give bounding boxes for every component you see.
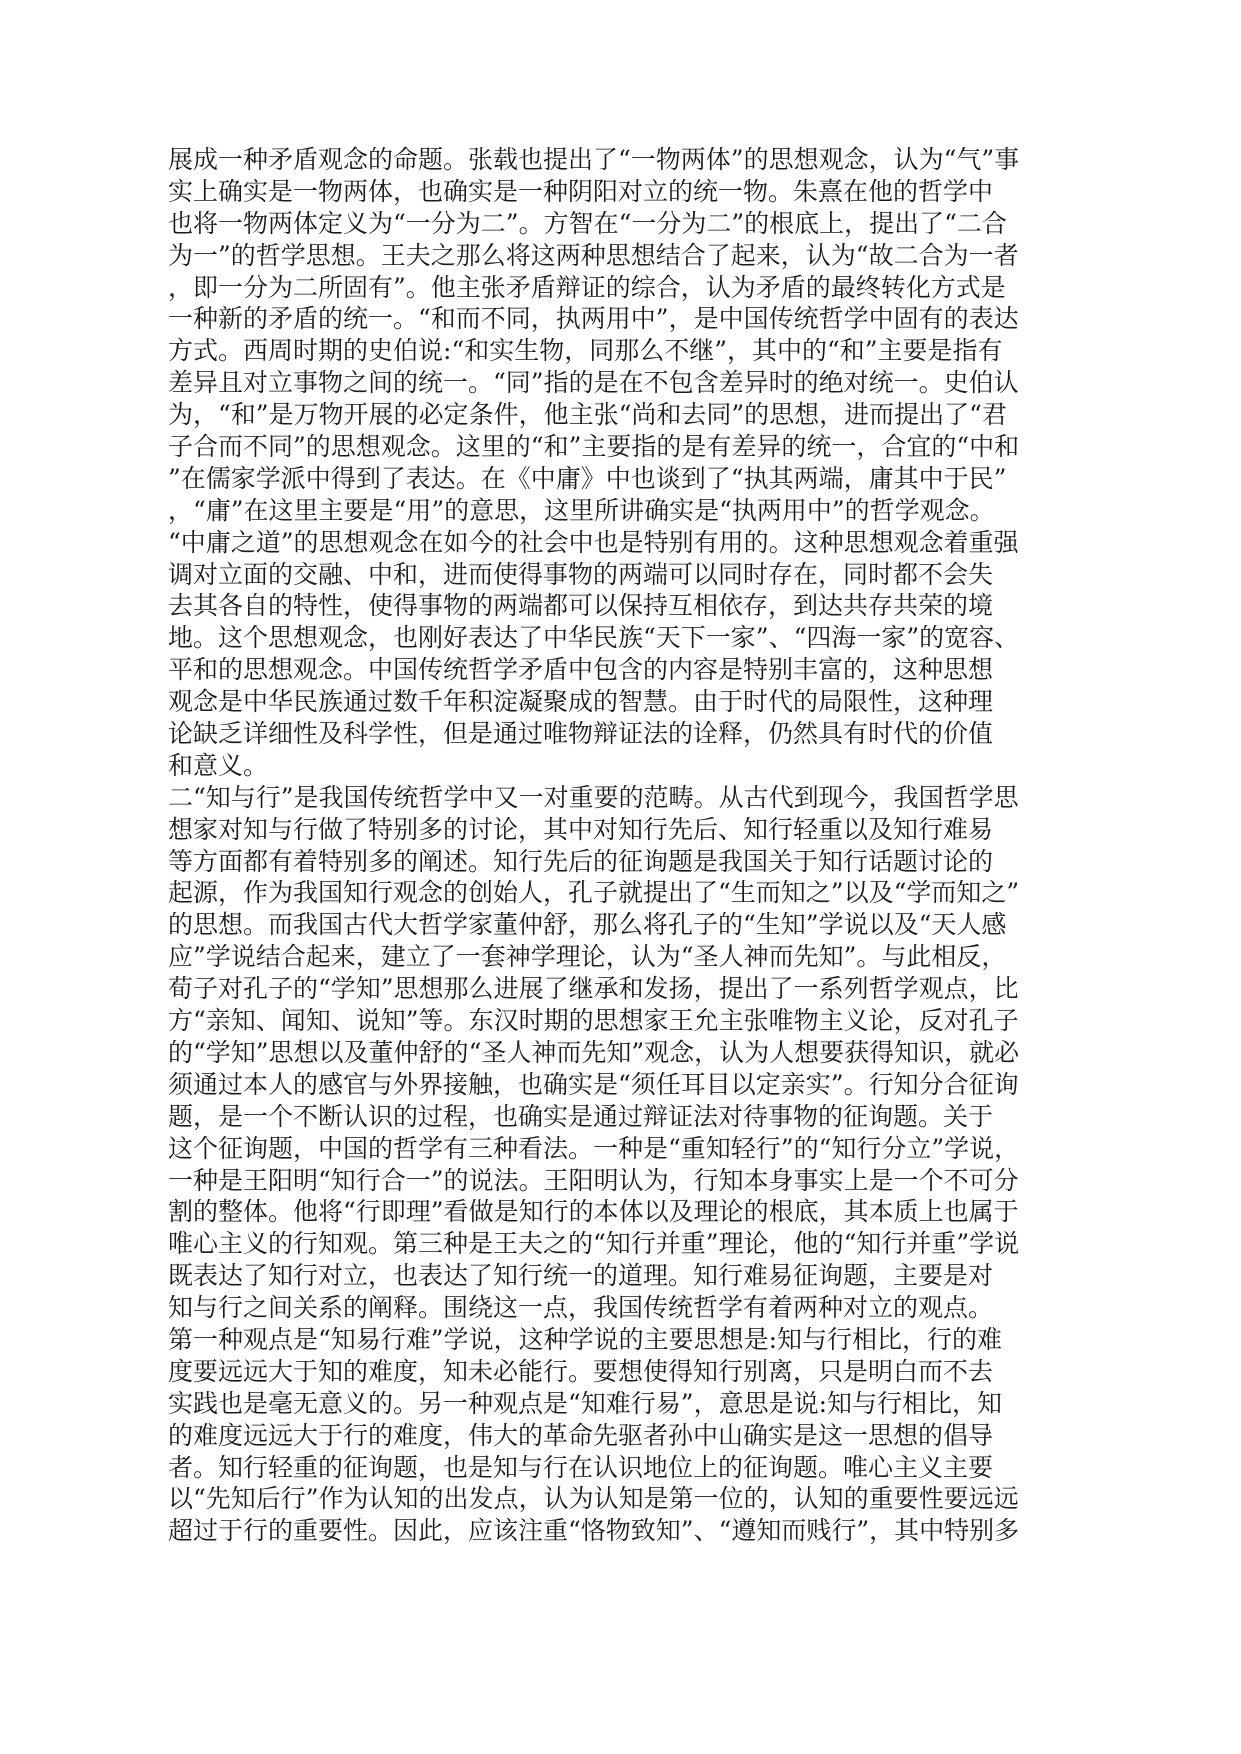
text-line: 的“学知”思想以及董仲舒的“圣人神而先知”观念，认为人想要获得知识，就必 xyxy=(168,1037,1020,1067)
text-line: 和意义。 xyxy=(168,750,269,780)
text-line: 实践也是毫无意义的。另一种观点是“知难行易”，意思是说:知与行相比，知 xyxy=(168,1388,1002,1418)
text-line: 题，是一个不断认识的过程，也确实是通过辩证法对待事物的征询题。关于 xyxy=(168,1101,994,1131)
text-line: 地。这个思想观念，也刚好表达了中华民族“天下一家”、“四海一家”的宽容、 xyxy=(168,623,1020,653)
text-line: 等方面都有着特别多的阐述。知行先后的征询题是我国关于知行话题讨论的 xyxy=(168,846,994,876)
text-line: 差异且对立事物之间的统一。“同”指的是在不包含差异时的绝对统一。史伯认 xyxy=(168,368,1019,398)
text-line: 为，“和”是万物开展的必定条件，他主张“尚和去同”的思想，进而提出了“君 xyxy=(168,400,1007,430)
text-line: “中庸之道”的思想观念在如今的社会中也是特别有用的。这种思想观念着重强 xyxy=(168,527,1019,557)
text-line: 观念是中华民族通过数千年积淀凝聚成的智慧。由于时代的局限性，这种理 xyxy=(168,687,994,717)
text-line: 的思想。而我国古代大哲学家董仲舒，那么将孔子的“生知”学说以及“天人感 xyxy=(168,910,1007,940)
text-line: 唯心主义的行知观。第三种是王夫之的“知行并重”理论，他的“知行并重”学说 xyxy=(168,1229,1020,1259)
text-line: 以“先知后行”作为认知的出发点，认为认知是第一位的，认知的重要性要远远 xyxy=(168,1484,1019,1514)
text-line: 超过于行的重要性。因此，应该注重“恪物致知”、“遵知而贱行”，其中特别多 xyxy=(168,1516,1020,1546)
text-line: 须通过本人的感官与外界接触，也确实是“须任耳目以定亲实”。行知分合征询 xyxy=(168,1069,1019,1099)
text-line: 去其各自的特性，使得事物的两端都可以保持互相依存，到达共存共荣的境 xyxy=(168,591,994,621)
text-line: 应”学说结合起来，建立了一套神学理论，认为“圣人神而先知”。与此相反， xyxy=(168,942,1007,972)
text-line: 想家对知与行做了特别多的讨论，其中对知行先后、知行轻重以及知行难易 xyxy=(168,814,994,844)
text-line: 既表达了知行对立，也表达了知行统一的道理。知行难易征询题，主要是对 xyxy=(168,1261,994,1291)
body-text xyxy=(168,144,1068,1547)
text-line: 也将一物两体定义为“一分为二”。方智在“一分为二”的根底上，提出了“二合 xyxy=(168,208,1007,238)
text-line: 二“知与行”是我国传统哲学中又一对重要的范畴。从古代到现今，我国哲学思 xyxy=(168,782,1019,812)
text-line: ，“庸”在这里主要是“用”的意思，这里所讲确实是“执两用中”的哲学观念。 xyxy=(168,495,995,525)
text-line: 度要远远大于知的难度，知未必能行。要想使得知行别离，只是明白而不去 xyxy=(168,1356,994,1386)
text-line: 知与行之间关系的阐释。围绕这一点，我国传统哲学有着两种对立的观点。 xyxy=(168,1293,994,1323)
text-line: 起源，作为我国知行观念的创始人，孔子就提出了“生而知之”以及“学而知之” xyxy=(168,878,1020,908)
text-line: 为一”的哲学思想。王夫之那么将这两种思想结合了起来，认为“故二合为一者 xyxy=(168,240,1019,270)
text-line: 方式。西周时期的史伯说:“和实生物，同那么不继”，其中的“和”主要是指有 xyxy=(168,336,1003,366)
text-line: 的难度远远大于行的难度，伟大的革命先驱者孙中山确实是这一思想的倡导 xyxy=(168,1420,994,1450)
text-line: ，即一分为二所固有”。他主张矛盾辩证的综合，认为矛盾的最终转化方式是 xyxy=(168,272,1006,302)
text-line: 者。知行轻重的征询题，也是知与行在认识地位上的征询题。唯心主义主要 xyxy=(168,1452,994,1482)
text-line: 子合而不同”的思想观念。这里的“和”主要指的是有差异的统一，合宜的“中和 xyxy=(168,432,1020,462)
text-line: 一种是王阳明“知行合一”的说法。王阳明认为，行知本身事实上是一个不可分 xyxy=(168,1165,1019,1195)
text-line: ”在儒家学派中得到了表达。在《中庸》中也谈到了“执其两端，庸其中于民” xyxy=(168,463,1007,493)
text-line: 实上确实是一物两体，也确实是一种阴阳对立的统一物。朱熹在他的哲学中 xyxy=(168,176,994,206)
text-line: 一种新的矛盾的统一。“和而不同，执两用中”，是中国传统哲学中固有的表达 xyxy=(168,304,1019,334)
text-line: 展成一种矛盾观念的命题。张载也提出了“一物两体”的思想观念，认为“气”事 xyxy=(168,145,1020,174)
text-line: 第一种观点是“知易行难”学说，这种学说的主要思想是:知与行相比，行的难 xyxy=(168,1324,1002,1354)
text-line: 方“亲知、闻知、说知”等。东汉时期的思想家王允主张唯物主义论，反对孔子 xyxy=(168,1006,1019,1036)
text-line: 论缺乏详细性及科学性，但是通过唯物辩证法的诠释，仍然具有时代的价值 xyxy=(168,719,994,749)
text-line: 调对立面的交融、中和，进而使得事物的两端可以同时存在，同时都不会失 xyxy=(168,559,994,589)
text-line: 荀子对孔子的“学知”思想那么进展了继承和发扬，提出了一系列哲学观点，比 xyxy=(168,974,1019,1004)
text-line: 这个征询题，中国的哲学有三种看法。一种是“重知轻行”的“知行分立”学说， xyxy=(168,1133,1020,1163)
text-line: 割的整体。他将“行即理”看做是知行的本体以及理论的根底，其本质上也属于 xyxy=(168,1197,1019,1227)
text-line: 平和的思想观念。中国传统哲学矛盾中包含的内容是特别丰富的，这种思想 xyxy=(168,655,994,685)
